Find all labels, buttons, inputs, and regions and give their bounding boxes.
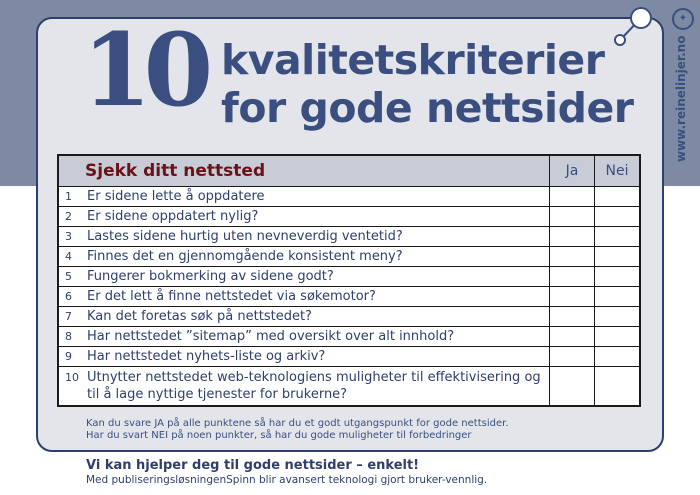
row-question: Er det lett å finne nettstedet via søkemotor?	[87, 289, 376, 304]
column-yes: Ja	[550, 155, 595, 187]
row-question: Er sidene lette å oppdatere	[87, 189, 265, 204]
no-checkbox[interactable]	[595, 187, 641, 207]
column-no: Nei	[595, 155, 641, 187]
row-number: 7	[65, 310, 72, 323]
table-heading: Sjekk ditt nettsted	[58, 155, 550, 187]
yes-checkbox[interactable]	[550, 207, 595, 227]
row-number: 1	[65, 190, 72, 203]
row-number: 5	[65, 270, 72, 283]
yes-checkbox[interactable]	[550, 227, 595, 247]
row-number: 2	[65, 210, 72, 223]
title-line-2: for gode nettsider	[221, 84, 634, 132]
row-number: 3	[65, 230, 72, 243]
yes-checkbox[interactable]	[550, 287, 595, 307]
yes-checkbox[interactable]	[550, 187, 595, 207]
note-line-1: Kan du svare JA på alle punktene så har du et godt utgangspunkt for gode nettsider.	[86, 418, 509, 429]
table-header-row	[58, 155, 640, 187]
footer-tagline: Vi kan hjelper deg til gode nettsider – enkelt!	[86, 458, 420, 473]
big-number: 10	[82, 11, 206, 129]
row-number: 8	[65, 330, 72, 343]
table-row	[58, 347, 640, 367]
no-checkbox[interactable]	[595, 347, 641, 367]
yes-checkbox[interactable]	[550, 247, 595, 267]
yes-checkbox[interactable]	[550, 307, 595, 327]
yes-checkbox[interactable]	[550, 367, 595, 407]
checklist-table	[57, 154, 641, 407]
row-question: Har nettstedet ”sitemap” med oversikt over alt innhold?	[87, 329, 455, 344]
no-checkbox[interactable]	[595, 367, 641, 407]
row-question: Utnytter nettstedet web-teknologiens muligheter til effektivisering og til å lage nyttige tjenester for brukerne?	[87, 370, 541, 402]
yes-checkbox[interactable]	[550, 347, 595, 367]
no-checkbox[interactable]	[595, 267, 641, 287]
table-row	[58, 187, 640, 207]
no-checkbox[interactable]	[595, 327, 641, 347]
no-checkbox[interactable]	[595, 247, 641, 267]
page-title	[221, 36, 633, 132]
row-number: 6	[65, 290, 72, 303]
note-text	[86, 418, 509, 442]
row-number: 4	[65, 250, 72, 263]
note-line-2: Har du svart NEI på noen punkter, så har du gode muligheter til forbedringer	[86, 430, 472, 441]
side-url[interactable]: www.reinelinjer.no	[674, 35, 688, 162]
title-line-1: kvalitetskriterier	[221, 36, 605, 84]
table-row	[58, 267, 640, 287]
row-question: Har nettstedet nyhets-liste og arkiv?	[87, 349, 326, 364]
table-row	[58, 227, 640, 247]
row-question: Finnes det en gjennomgående konsistent meny?	[87, 249, 403, 264]
table-row	[58, 247, 640, 267]
table-row	[58, 367, 640, 407]
no-checkbox[interactable]	[595, 207, 641, 227]
network-node-icon	[608, 6, 666, 50]
footer-subline: Med publiseringsløsningenSpinn blir avansert teknologi gjort bruker-vennlig.	[86, 474, 488, 486]
table-row	[58, 327, 640, 347]
yes-checkbox[interactable]	[550, 327, 595, 347]
table-row	[58, 207, 640, 227]
row-number: 9	[65, 350, 72, 363]
no-checkbox[interactable]	[595, 227, 641, 247]
row-question: Er sidene oppdatert nylig?	[87, 209, 259, 224]
no-checkbox[interactable]	[595, 307, 641, 327]
row-question: Fungerer bokmerking av sidene godt?	[87, 269, 334, 284]
row-number: 10	[65, 371, 79, 384]
row-question: Kan det foretas søk på nettstedet?	[87, 309, 312, 324]
table-row	[58, 287, 640, 307]
table-row	[58, 307, 640, 327]
no-checkbox[interactable]	[595, 287, 641, 307]
compass-logo-icon: ✦	[672, 8, 694, 30]
yes-checkbox[interactable]	[550, 267, 595, 287]
row-question: Lastes sidene hurtig uten nevneverdig ventetid?	[87, 229, 403, 244]
